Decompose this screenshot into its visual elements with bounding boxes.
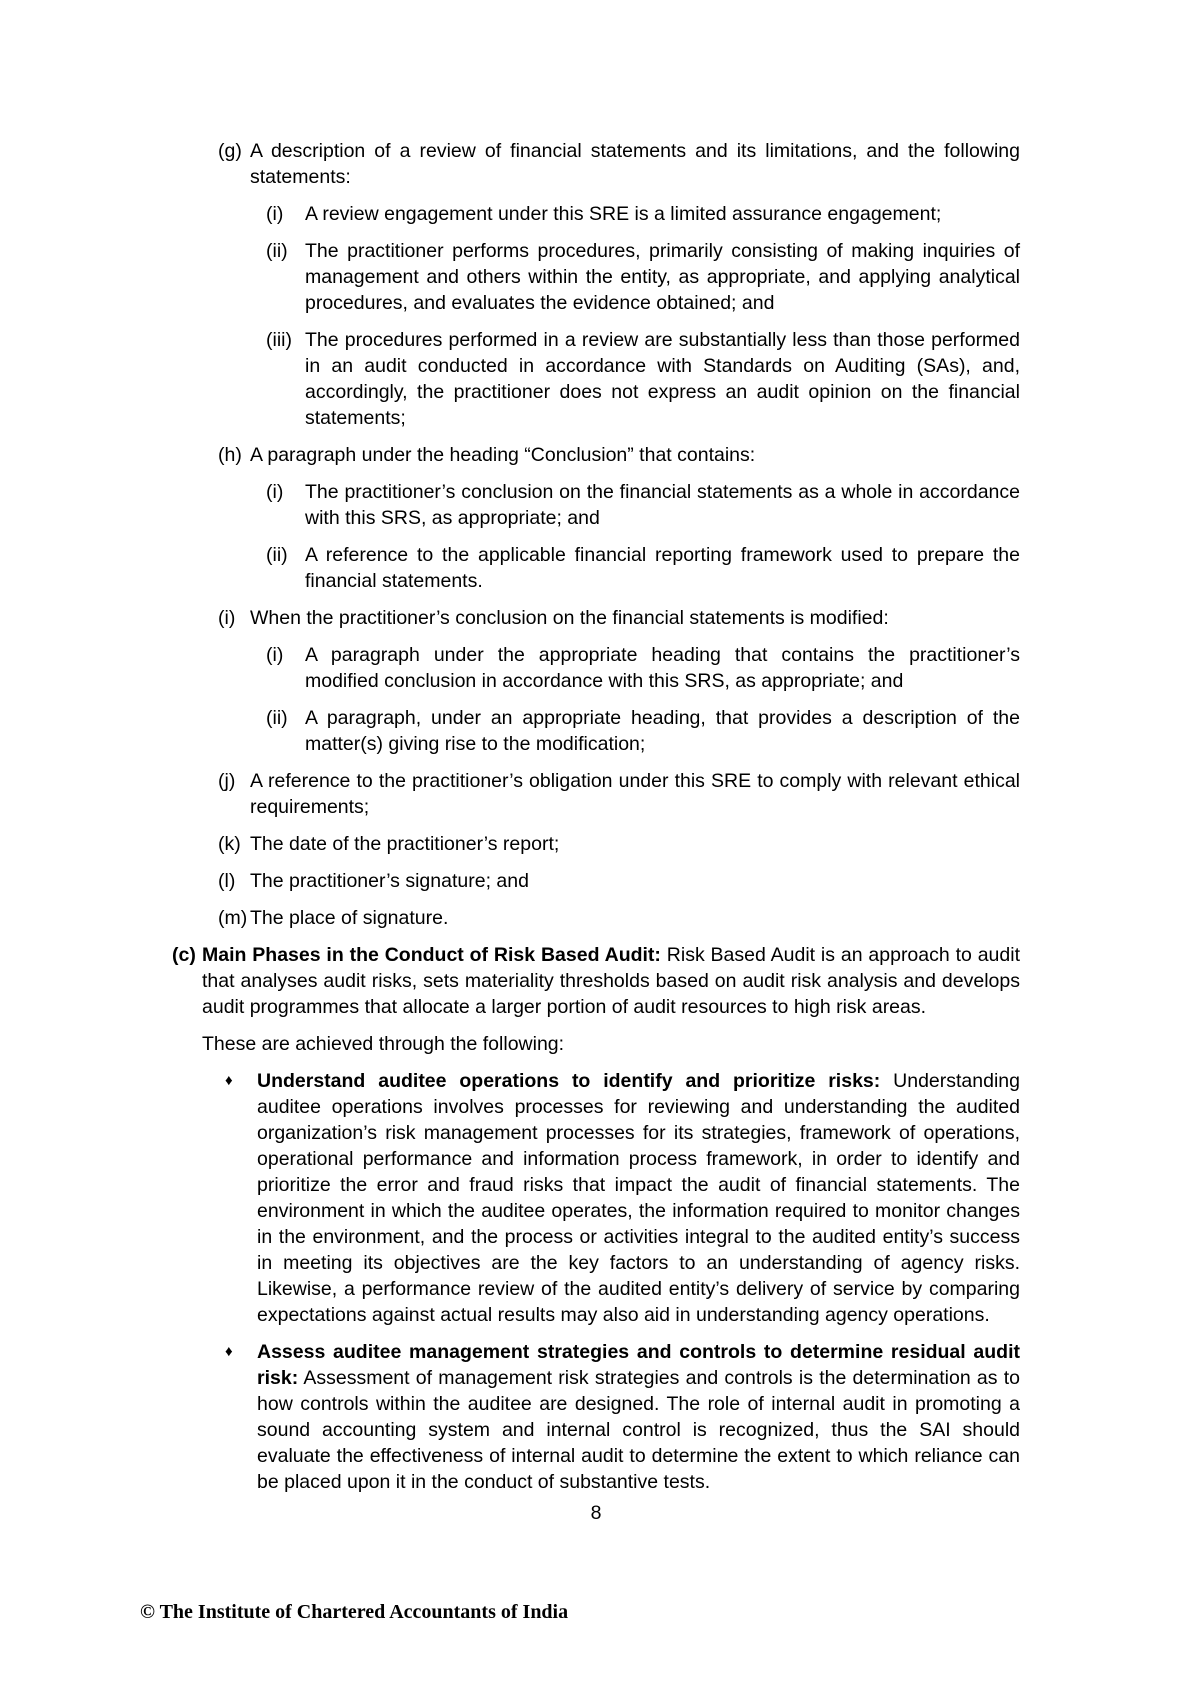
list-item-text: A paragraph, under an appropriate heading, that provides a description of the matter(s) giving rise to the modification; bbox=[305, 707, 1020, 755]
list-subitem-h-i bbox=[172, 479, 1020, 531]
list-item-j bbox=[172, 768, 1020, 820]
list-subitem-g-ii bbox=[172, 238, 1020, 316]
list-item-label: (i) bbox=[266, 644, 284, 666]
list-item-text: A reference to the applicable financial reporting framework used to prepare the financial statements. bbox=[305, 544, 1020, 592]
list-item-label: (m) bbox=[218, 907, 248, 929]
bullet-text bbox=[257, 1068, 1020, 1328]
bullet-body: Understanding auditee operations involves processes for reviewing and understanding the audited organization’s risk management processes for its strategies, framework of operations, operational performance and information process framework, in order to identify and prioritize the error and fraud risks that impact the audit of financial statements. The environment in which the auditee operates, the information required to monitor changes in the environment, and the process or activities integral to the audited entity’s success in meeting its objectives are the key factors to an understanding of agency risks. Likewise, a performance review of the audited entity’s delivery of service by comparing expectations against actual results may also aid in understanding agency operations. bbox=[257, 1070, 1020, 1326]
list-item-text: The date of the practitioner’s report; bbox=[250, 833, 560, 855]
list-item-k bbox=[172, 831, 1020, 857]
list-subitem-h-ii bbox=[172, 542, 1020, 594]
diamond-bullet-icon: ♦ bbox=[225, 1343, 233, 1360]
list-subitem-i-i bbox=[172, 642, 1020, 694]
page-number: 8 bbox=[590, 1502, 602, 1524]
section-c-text bbox=[202, 942, 1020, 1020]
bullet-item-1 bbox=[172, 1068, 1020, 1328]
list-item-text: The practitioner performs procedures, primarily consisting of making inquiries of management and others within the entity, as appropriate, and applying analytical procedures, and evaluates the evidence obtained; and bbox=[305, 240, 1020, 314]
list-item-l bbox=[172, 868, 1020, 894]
copyright-footer: © The Institute of Chartered Accountants of India bbox=[140, 1601, 569, 1623]
bullet-body: Assessment of management risk strategies and controls is the determination as to how controls within the auditee are designed. The role of internal audit in promoting a sound accounting system and internal control is recognized, thus the SAI should evaluate the effectiveness of internal audit to determine the extent to which reliance can be placed upon it in the conduct of substantive tests. bbox=[257, 1367, 1020, 1493]
list-item-text: The place of signature. bbox=[250, 907, 449, 929]
list-item-label: (j) bbox=[218, 770, 236, 792]
list-subitem-i-ii bbox=[172, 705, 1020, 757]
list-item-text: The practitioner’s conclusion on the financial statements as a whole in accordance with this SRS, as appropriate; and bbox=[305, 481, 1020, 529]
section-c-heading: Main Phases in the Conduct of Risk Based Audit: bbox=[202, 944, 661, 966]
list-subitem-g-i bbox=[172, 201, 1020, 227]
list-item-label: (ii) bbox=[266, 544, 288, 566]
list-item-text: The procedures performed in a review are substantially less than those performed in an audit conducted in accordance with Standards on Auditing (SAs), and, accordingly, the practitioner does not express an audit opinion on the financial statements; bbox=[305, 329, 1020, 429]
list-item-label: (k) bbox=[218, 833, 241, 855]
list-item-h bbox=[172, 442, 1020, 468]
list-item-label: (i) bbox=[266, 203, 284, 225]
list-item-text: When the practitioner’s conclusion on the financial statements is modified: bbox=[250, 607, 889, 629]
list-item-m bbox=[172, 905, 1020, 931]
bullet-text bbox=[257, 1339, 1020, 1495]
list-item-label: (l) bbox=[218, 870, 236, 892]
section-c-body: Risk Based Audit is an approach to audit that analyses audit risks, sets materiality thresholds based on audit risk analysis and develops audit programmes that allocate a larger portion of audit resources to high risk areas. bbox=[202, 944, 1020, 1018]
list-item-text: The practitioner’s signature; and bbox=[250, 870, 529, 892]
list-item-text: A paragraph under the appropriate heading that contains the practitioner’s modified conclusion in accordance with this SRS, as appropriate; and bbox=[305, 644, 1020, 692]
bullet-item-2 bbox=[172, 1339, 1020, 1495]
list-item-label: (ii) bbox=[266, 240, 288, 262]
list-item-g bbox=[172, 138, 1020, 190]
diamond-bullet-icon: ♦ bbox=[225, 1072, 233, 1089]
list-item-label: (h) bbox=[218, 444, 242, 466]
list-item-text: A paragraph under the heading “Conclusion” that contains: bbox=[250, 444, 756, 466]
list-item-text: A review engagement under this SRE is a limited assurance engagement; bbox=[305, 203, 942, 225]
intro-line: These are achieved through the following: bbox=[202, 1033, 565, 1055]
list-item-label: (g) bbox=[218, 140, 242, 162]
bullet-heading: Understand auditee operations to identify and prioritize risks: bbox=[257, 1070, 881, 1092]
list-item-label: (ii) bbox=[266, 707, 288, 729]
section-c-label: (c) bbox=[172, 944, 196, 966]
list-item-label: (i) bbox=[266, 481, 284, 503]
list-item-text: A reference to the practitioner’s obligation under this SRE to comply with relevant ethical requirements; bbox=[250, 770, 1020, 818]
list-subitem-g-iii bbox=[172, 327, 1020, 431]
bullet-heading: Assess auditee management strategies and controls to determine residual audit risk: bbox=[257, 1341, 1020, 1389]
list-item-i bbox=[172, 605, 1020, 631]
list-item-text: A description of a review of financial statements and its limitations, and the following statements: bbox=[250, 140, 1020, 188]
list-item-label: (iii) bbox=[266, 329, 292, 351]
list-item-label: (i) bbox=[218, 607, 236, 629]
document-content bbox=[172, 138, 1020, 1506]
section-c bbox=[172, 942, 1020, 1020]
